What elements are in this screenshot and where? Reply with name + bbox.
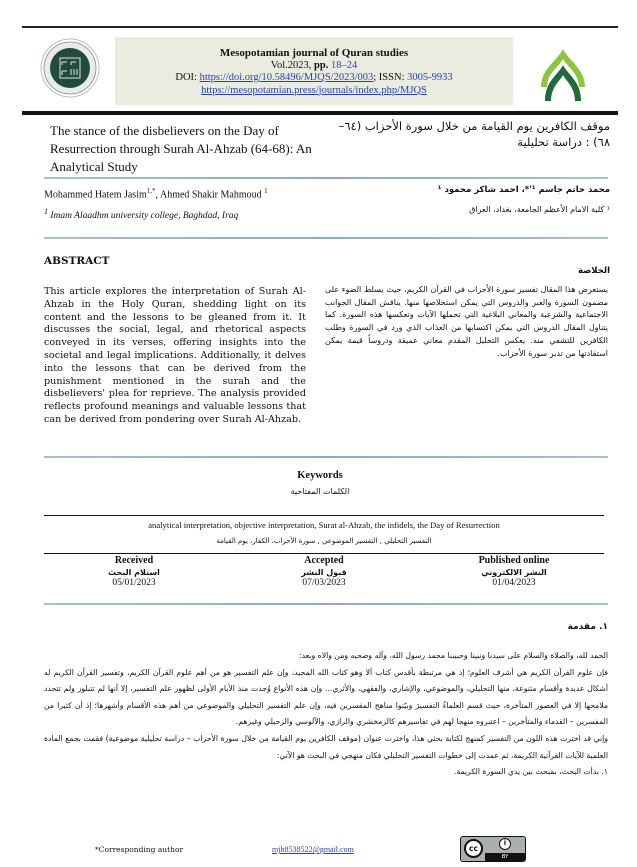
intro-paragraph: الحمد لله، والصلاة والسلام على سيدنا ونبينا وحبيبنا محمد رسول الله، وآله وصحبه ومن والاه وبعد: bbox=[299, 651, 608, 660]
article-dates bbox=[44, 555, 604, 590]
keywords-list-ar: التفسير التحليلي , التفسير الموضوعي , سورة الأحزاب، الكفار، يوم القيامة bbox=[216, 537, 432, 545]
keywords-heading-ar: الكلمات المفتاحية bbox=[290, 487, 350, 496]
abstract-text-ar: يستعرض هذا المقال تفسير سورة الأحزاب في القرآن الكريم، حيث يسلط الضوء على مضمون السورة والعبر والدروس التي يمكن استخلاصها منها. يناقش المقال الجوانب الاجتماعية والشرعية والمعاني البلاغية التي تحملها الآيات وتعكسها هذه السورة. كما يتناول المقال الدروس التي يمكن اكتسابها من العذاب الذي ورد في السورة وطلب الكافرين للتشفي منه. يعكس التحليل المقدم معاني عميقة ودروساً قيمة يمكن استفادتها من تدبر سورة الأحزاب. bbox=[325, 285, 608, 358]
intro-body bbox=[44, 648, 608, 781]
article-title-en: The stance of the disbelievers on the Day of Resurrection through Surah Al-Ahzab (64-68): An Analytical Study bbox=[50, 123, 312, 174]
abstract-heading-ar: الخلاصة bbox=[577, 266, 610, 276]
page-range: 18–24 bbox=[328, 59, 358, 71]
arch-logo-icon bbox=[533, 47, 593, 103]
cc-by-license-badge[interactable] bbox=[460, 836, 526, 862]
publisher-logo-icon bbox=[40, 38, 100, 98]
cc-icon: cc bbox=[464, 839, 483, 858]
intro-paragraph: ١. بدأت البحث، بمبحث بين يدي السورة الكريمة. bbox=[453, 767, 608, 777]
header-rule bbox=[22, 111, 618, 115]
issn-value: 3005-9933 bbox=[407, 72, 453, 83]
intro-heading: ١. مقدمة bbox=[567, 622, 608, 632]
title-divider bbox=[44, 177, 608, 179]
corresponding-email-link[interactable]: mjh8538522@gmail.com bbox=[272, 845, 354, 854]
abstract-heading-en: ABSTRACT bbox=[44, 255, 110, 267]
doi-line: DOI: https://doi.org/10.58496/MJQS/2023/003; ISSN: 3005-9933 bbox=[175, 72, 453, 83]
top-rule bbox=[22, 26, 618, 28]
keywords-list-en: analytical interpretation, objective interpretation, Surat al-Ahzab, the infidels, the Day of Resurrection bbox=[148, 520, 500, 530]
authors-divider bbox=[44, 237, 608, 239]
abstract-divider bbox=[44, 456, 608, 458]
intro-paragraph: فإن علوم القرآن الكريم هي أشرف العلوم؛ إذ هي مرتبطة بأقدس كتاب ألا وهو كتاب الله المجيد، وإن علم التفسير هو من أهم علوم القرآن الكريم، وتفسير القرآن الكريم له أشكال عديدة وأقسام متنوعة، منها التحليلي، والموضوعي، والإشاري، والفقهي، والأثري... وإن هذه الأنواع وُجدت منذ الأيام الأولى لظهور علم التفسير، إلا أنها لم تتبلور ولم تتحدد ملامحها إلا في العصور المتأخرة، حيث قسم العلماءُ التفسيرَ وبيّنوا مناهج المفسرين فيه، وإن علم التفسير التحليلي والموضوعي من أهم هذه الأقسام وأشهرها؛ إذ أن كثيرا من المفسرين – القدماء والمتأخرين – اعتبروه منهجا لهم في تفاسيرهم كالزمخشري والرازي، والآلوسي والزحيلي وغيرهم. bbox=[44, 667, 608, 727]
volume-line: Vol.2023, pp. 18–24 bbox=[270, 59, 358, 71]
intro-paragraph: وإني قد اخترت هذه اللون من التفسير كمنهج لكتابة بحثي هذا، واخترت عنوان (موقف الكافرين يوم القيامة من خلال سورة الأحزاب – دراسة تحليلية موضوعية) فقمت بجمع المادة العلمية للآيات القرآنية الكريمة، ثم عمدت إلى خطوات التفسير التحليلي فكان منهجي في البحث هو الآتي: bbox=[44, 733, 608, 760]
affiliation-ar: ¹ كلية الامام الأعظم الجامعة، بغداد، العراق bbox=[469, 205, 610, 214]
article-title-ar: موقف الكافرين يوم القيامة من خلال سورة الأحزاب (٦٤– ٦٨) : دراسة تحليلية bbox=[338, 119, 610, 149]
dates-divider bbox=[44, 603, 608, 605]
attribution-person-icon: i bbox=[499, 838, 511, 850]
keywords-bottom-rule bbox=[44, 553, 604, 554]
doi-link[interactable]: https://doi.org/10.58496/MJQS/2023/003 bbox=[199, 72, 374, 83]
authors-ar: محمد حاتم جاسم ¹'*، احمد شاكر محمود ¹ bbox=[437, 185, 610, 195]
abstract-text-en: This article explores the interpretation of Surah Al-Ahzab in the Holy Quran, shedding light on its content and the lessons to be gleaned from it. It discusses the social, legal, and rhetorical aspects conveyed in its verses, offering insights into the societal and legal implications. Additionally, it delves into the lessons that can be derived from the punishment mentioned in the surah and the disbelievers' plea for reprieve. The analysis provided reflects profound meanings and valuable lessons that can be derived from pondering over Surah Al-Ahzab. bbox=[44, 286, 306, 425]
date-published: Published online النشر الالكتروني 01/04/2023 bbox=[478, 555, 550, 588]
affiliation-en: $^1$ Imam Alaadhm university college, Baghdad, Iraq bbox=[44, 207, 239, 222]
journal-url-link[interactable]: https://mesopotamian.press/journals/index.php/MJQS bbox=[201, 84, 427, 96]
corresponding-author-label: *Corresponding author bbox=[95, 845, 184, 854]
date-received: Received استلام البحث 05/01/2023 bbox=[108, 555, 160, 588]
license-by-label: BY bbox=[485, 853, 525, 861]
keywords-top-rule bbox=[44, 515, 604, 516]
date-accepted: Accepted قبول النشر 07/03/2023 bbox=[301, 555, 347, 588]
authors-en: Mohammed Hatem Jasim$^{1,*}$, Ahmed Shakir Mahmoud $^1$ bbox=[44, 187, 268, 201]
keywords-heading-en: Keywords bbox=[297, 470, 343, 481]
journal-header bbox=[115, 37, 513, 105]
journal-title: Mesopotamian journal of Quran studies bbox=[219, 47, 409, 59]
